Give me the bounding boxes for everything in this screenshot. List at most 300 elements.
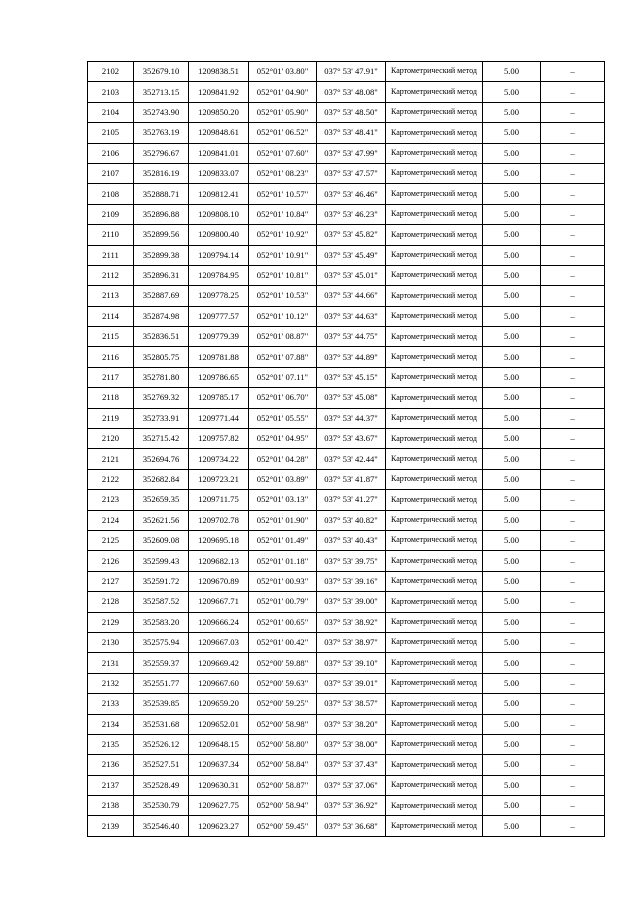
accuracy-cell: 5.00 — [483, 653, 541, 673]
latitude-cell: 052°01' 00.42" — [249, 632, 317, 652]
point-number-cell: 2118 — [88, 388, 134, 408]
y-coordinate-cell: 1209812.41 — [189, 184, 249, 204]
accuracy-cell: 5.00 — [483, 367, 541, 387]
table-row — [88, 327, 605, 347]
note-cell: – — [541, 367, 605, 387]
accuracy-cell: 5.00 — [483, 245, 541, 265]
accuracy-cell: 5.00 — [483, 408, 541, 428]
longitude-cell: 037° 53' 43.67" — [317, 429, 386, 449]
longitude-cell: 037° 53' 41.87" — [317, 469, 386, 489]
note-cell: – — [541, 796, 605, 816]
table-row — [88, 265, 605, 285]
coordinates-table-body — [88, 62, 605, 837]
method-cell: Картометрический метод — [386, 449, 483, 469]
x-coordinate-cell: 352531.68 — [134, 714, 189, 734]
accuracy-cell: 5.00 — [483, 796, 541, 816]
point-number-cell: 2103 — [88, 82, 134, 102]
x-coordinate-cell: 352796.67 — [134, 143, 189, 163]
note-cell: – — [541, 653, 605, 673]
method-cell: Картометрический метод — [386, 123, 483, 143]
longitude-cell: 037° 53' 42.44" — [317, 449, 386, 469]
latitude-cell: 052°00' 58.84" — [249, 755, 317, 775]
longitude-cell: 037° 53' 48.50" — [317, 102, 386, 122]
method-cell: Картометрический метод — [386, 796, 483, 816]
latitude-cell: 052°01' 10.92" — [249, 225, 317, 245]
x-coordinate-cell: 352805.75 — [134, 347, 189, 367]
x-coordinate-cell: 352682.84 — [134, 469, 189, 489]
latitude-cell: 052°01' 07.11" — [249, 367, 317, 387]
x-coordinate-cell: 352733.91 — [134, 408, 189, 428]
point-number-cell: 2105 — [88, 123, 134, 143]
y-coordinate-cell: 1209848.61 — [189, 123, 249, 143]
x-coordinate-cell: 352530.79 — [134, 796, 189, 816]
point-number-cell: 2112 — [88, 265, 134, 285]
longitude-cell: 037° 53' 37.06" — [317, 775, 386, 795]
accuracy-cell: 5.00 — [483, 755, 541, 775]
table-row — [88, 102, 605, 122]
y-coordinate-cell: 1209850.20 — [189, 102, 249, 122]
longitude-cell: 037° 53' 44.37" — [317, 408, 386, 428]
note-cell: – — [541, 775, 605, 795]
x-coordinate-cell: 352781.80 — [134, 367, 189, 387]
table-row — [88, 510, 605, 530]
latitude-cell: 052°01' 01.49" — [249, 530, 317, 550]
x-coordinate-cell: 352621.56 — [134, 510, 189, 530]
note-cell: – — [541, 530, 605, 550]
longitude-cell: 037° 53' 46.23" — [317, 204, 386, 224]
point-number-cell: 2117 — [88, 367, 134, 387]
x-coordinate-cell: 352546.40 — [134, 816, 189, 836]
longitude-cell: 037° 53' 37.43" — [317, 755, 386, 775]
y-coordinate-cell: 1209784.95 — [189, 265, 249, 285]
method-cell: Картометрический метод — [386, 245, 483, 265]
method-cell: Картометрический метод — [386, 490, 483, 510]
longitude-cell: 037° 53' 44.89" — [317, 347, 386, 367]
table-row — [88, 490, 605, 510]
method-cell: Картометрический метод — [386, 286, 483, 306]
method-cell: Картометрический метод — [386, 429, 483, 449]
longitude-cell: 037° 53' 39.10" — [317, 653, 386, 673]
table-row — [88, 286, 605, 306]
x-coordinate-cell: 352694.76 — [134, 449, 189, 469]
note-cell: – — [541, 245, 605, 265]
latitude-cell: 052°01' 07.88" — [249, 347, 317, 367]
y-coordinate-cell: 1209702.78 — [189, 510, 249, 530]
x-coordinate-cell: 352887.69 — [134, 286, 189, 306]
latitude-cell: 052°01' 04.28" — [249, 449, 317, 469]
y-coordinate-cell: 1209695.18 — [189, 530, 249, 550]
point-number-cell: 2116 — [88, 347, 134, 367]
longitude-cell: 037° 53' 40.82" — [317, 510, 386, 530]
coordinates-table — [87, 61, 605, 837]
point-number-cell: 2121 — [88, 449, 134, 469]
x-coordinate-cell: 352526.12 — [134, 734, 189, 754]
note-cell: – — [541, 286, 605, 306]
accuracy-cell: 5.00 — [483, 571, 541, 591]
point-number-cell: 2113 — [88, 286, 134, 306]
point-number-cell: 2130 — [88, 632, 134, 652]
y-coordinate-cell: 1209711.75 — [189, 490, 249, 510]
point-number-cell: 2122 — [88, 469, 134, 489]
x-coordinate-cell: 352659.35 — [134, 490, 189, 510]
method-cell: Картометрический метод — [386, 612, 483, 632]
latitude-cell: 052°00' 59.63" — [249, 673, 317, 693]
table-row — [88, 225, 605, 245]
y-coordinate-cell: 1209623.27 — [189, 816, 249, 836]
point-number-cell: 2125 — [88, 530, 134, 550]
table-row — [88, 347, 605, 367]
point-number-cell: 2120 — [88, 429, 134, 449]
table-row — [88, 694, 605, 714]
x-coordinate-cell: 352591.72 — [134, 571, 189, 591]
note-cell: – — [541, 714, 605, 734]
accuracy-cell: 5.00 — [483, 510, 541, 530]
method-cell: Картометрический метод — [386, 694, 483, 714]
y-coordinate-cell: 1209667.71 — [189, 592, 249, 612]
x-coordinate-cell: 352896.31 — [134, 265, 189, 285]
table-row — [88, 775, 605, 795]
x-coordinate-cell: 352551.77 — [134, 673, 189, 693]
y-coordinate-cell: 1209669.42 — [189, 653, 249, 673]
latitude-cell: 052°01' 03.13" — [249, 490, 317, 510]
y-coordinate-cell: 1209777.57 — [189, 306, 249, 326]
latitude-cell: 052°01' 05.90" — [249, 102, 317, 122]
method-cell: Картометрический метод — [386, 265, 483, 285]
accuracy-cell: 5.00 — [483, 612, 541, 632]
table-row — [88, 469, 605, 489]
accuracy-cell: 5.00 — [483, 734, 541, 754]
method-cell: Картометрический метод — [386, 204, 483, 224]
longitude-cell: 037° 53' 36.68" — [317, 816, 386, 836]
longitude-cell: 037° 53' 47.91" — [317, 62, 386, 82]
note-cell: – — [541, 306, 605, 326]
accuracy-cell: 5.00 — [483, 306, 541, 326]
latitude-cell: 052°01' 10.91" — [249, 245, 317, 265]
x-coordinate-cell: 352559.37 — [134, 653, 189, 673]
accuracy-cell: 5.00 — [483, 714, 541, 734]
accuracy-cell: 5.00 — [483, 592, 541, 612]
longitude-cell: 037° 53' 41.27" — [317, 490, 386, 510]
x-coordinate-cell: 352743.90 — [134, 102, 189, 122]
y-coordinate-cell: 1209666.24 — [189, 612, 249, 632]
longitude-cell: 037° 53' 39.75" — [317, 551, 386, 571]
x-coordinate-cell: 352599.43 — [134, 551, 189, 571]
accuracy-cell: 5.00 — [483, 225, 541, 245]
longitude-cell: 037° 53' 45.15" — [317, 367, 386, 387]
method-cell: Картометрический метод — [386, 306, 483, 326]
y-coordinate-cell: 1209778.25 — [189, 286, 249, 306]
note-cell: – — [541, 755, 605, 775]
method-cell: Картометрический метод — [386, 102, 483, 122]
latitude-cell: 052°01' 10.84" — [249, 204, 317, 224]
point-number-cell: 2114 — [88, 306, 134, 326]
x-coordinate-cell: 352539.85 — [134, 694, 189, 714]
accuracy-cell: 5.00 — [483, 143, 541, 163]
point-number-cell: 2136 — [88, 755, 134, 775]
latitude-cell: 052°01' 08.23" — [249, 163, 317, 183]
latitude-cell: 052°01' 03.89" — [249, 469, 317, 489]
point-number-cell: 2126 — [88, 551, 134, 571]
point-number-cell: 2123 — [88, 490, 134, 510]
method-cell: Картометрический метод — [386, 347, 483, 367]
point-number-cell: 2132 — [88, 673, 134, 693]
table-row — [88, 408, 605, 428]
point-number-cell: 2131 — [88, 653, 134, 673]
table-row — [88, 632, 605, 652]
note-cell: – — [541, 694, 605, 714]
method-cell: Картометрический метод — [386, 82, 483, 102]
longitude-cell: 037° 53' 40.43" — [317, 530, 386, 550]
latitude-cell: 052°00' 58.98" — [249, 714, 317, 734]
method-cell: Картометрический метод — [386, 184, 483, 204]
note-cell: – — [541, 204, 605, 224]
y-coordinate-cell: 1209841.92 — [189, 82, 249, 102]
point-number-cell: 2107 — [88, 163, 134, 183]
x-coordinate-cell: 352609.08 — [134, 530, 189, 550]
x-coordinate-cell: 352679.10 — [134, 62, 189, 82]
method-cell: Картометрический метод — [386, 388, 483, 408]
point-number-cell: 2115 — [88, 327, 134, 347]
y-coordinate-cell: 1209808.10 — [189, 204, 249, 224]
accuracy-cell: 5.00 — [483, 62, 541, 82]
method-cell: Картометрический метод — [386, 143, 483, 163]
accuracy-cell: 5.00 — [483, 265, 541, 285]
point-number-cell: 2135 — [88, 734, 134, 754]
latitude-cell: 052°01' 10.57" — [249, 184, 317, 204]
note-cell: – — [541, 123, 605, 143]
x-coordinate-cell: 352899.56 — [134, 225, 189, 245]
method-cell: Картометрический метод — [386, 714, 483, 734]
note-cell: – — [541, 734, 605, 754]
method-cell: Картометрический метод — [386, 510, 483, 530]
table-row — [88, 551, 605, 571]
note-cell: – — [541, 143, 605, 163]
latitude-cell: 052°00' 58.94" — [249, 796, 317, 816]
longitude-cell: 037° 53' 48.08" — [317, 82, 386, 102]
x-coordinate-cell: 352836.51 — [134, 327, 189, 347]
point-number-cell: 2108 — [88, 184, 134, 204]
accuracy-cell: 5.00 — [483, 469, 541, 489]
note-cell: – — [541, 102, 605, 122]
note-cell: – — [541, 408, 605, 428]
longitude-cell: 037° 53' 38.57" — [317, 694, 386, 714]
table-row — [88, 755, 605, 775]
longitude-cell: 037° 53' 46.46" — [317, 184, 386, 204]
accuracy-cell: 5.00 — [483, 347, 541, 367]
accuracy-cell: 5.00 — [483, 327, 541, 347]
note-cell: – — [541, 449, 605, 469]
method-cell: Картометрический метод — [386, 775, 483, 795]
accuracy-cell: 5.00 — [483, 816, 541, 836]
note-cell: – — [541, 225, 605, 245]
point-number-cell: 2133 — [88, 694, 134, 714]
point-number-cell: 2104 — [88, 102, 134, 122]
longitude-cell: 037° 53' 38.97" — [317, 632, 386, 652]
longitude-cell: 037° 53' 36.92" — [317, 796, 386, 816]
x-coordinate-cell: 352575.94 — [134, 632, 189, 652]
latitude-cell: 052°01' 06.70" — [249, 388, 317, 408]
table-row — [88, 592, 605, 612]
accuracy-cell: 5.00 — [483, 632, 541, 652]
point-number-cell: 2102 — [88, 62, 134, 82]
x-coordinate-cell: 352527.51 — [134, 755, 189, 775]
longitude-cell: 037° 53' 39.00" — [317, 592, 386, 612]
table-row — [88, 673, 605, 693]
x-coordinate-cell: 352713.15 — [134, 82, 189, 102]
table-row — [88, 62, 605, 82]
longitude-cell: 037° 53' 39.01" — [317, 673, 386, 693]
latitude-cell: 052°01' 05.55" — [249, 408, 317, 428]
longitude-cell: 037° 53' 45.49" — [317, 245, 386, 265]
latitude-cell: 052°01' 00.79" — [249, 592, 317, 612]
longitude-cell: 037° 53' 47.57" — [317, 163, 386, 183]
y-coordinate-cell: 1209757.82 — [189, 429, 249, 449]
accuracy-cell: 5.00 — [483, 673, 541, 693]
method-cell: Картометрический метод — [386, 673, 483, 693]
table-row — [88, 449, 605, 469]
accuracy-cell: 5.00 — [483, 286, 541, 306]
y-coordinate-cell: 1209637.34 — [189, 755, 249, 775]
method-cell: Картометрический метод — [386, 734, 483, 754]
accuracy-cell: 5.00 — [483, 530, 541, 550]
point-number-cell: 2129 — [88, 612, 134, 632]
note-cell: – — [541, 347, 605, 367]
x-coordinate-cell: 352899.38 — [134, 245, 189, 265]
y-coordinate-cell: 1209781.88 — [189, 347, 249, 367]
accuracy-cell: 5.00 — [483, 204, 541, 224]
table-row — [88, 245, 605, 265]
table-row — [88, 734, 605, 754]
method-cell: Картометрический метод — [386, 571, 483, 591]
method-cell: Картометрический метод — [386, 592, 483, 612]
latitude-cell: 052°00' 59.45" — [249, 816, 317, 836]
x-coordinate-cell: 352769.32 — [134, 388, 189, 408]
point-number-cell: 2139 — [88, 816, 134, 836]
accuracy-cell: 5.00 — [483, 388, 541, 408]
method-cell: Картометрический метод — [386, 816, 483, 836]
table-row — [88, 816, 605, 836]
y-coordinate-cell: 1209652.01 — [189, 714, 249, 734]
accuracy-cell: 5.00 — [483, 102, 541, 122]
latitude-cell: 052°00' 59.88" — [249, 653, 317, 673]
y-coordinate-cell: 1209771.44 — [189, 408, 249, 428]
y-coordinate-cell: 1209630.31 — [189, 775, 249, 795]
y-coordinate-cell: 1209833.07 — [189, 163, 249, 183]
latitude-cell: 052°01' 00.93" — [249, 571, 317, 591]
method-cell: Картометрический метод — [386, 632, 483, 652]
longitude-cell: 037° 53' 45.01" — [317, 265, 386, 285]
table-row — [88, 123, 605, 143]
y-coordinate-cell: 1209682.13 — [189, 551, 249, 571]
table-row — [88, 184, 605, 204]
y-coordinate-cell: 1209648.15 — [189, 734, 249, 754]
latitude-cell: 052°01' 10.81" — [249, 265, 317, 285]
table-row — [88, 204, 605, 224]
note-cell: – — [541, 82, 605, 102]
point-number-cell: 2134 — [88, 714, 134, 734]
table-row — [88, 367, 605, 387]
accuracy-cell: 5.00 — [483, 551, 541, 571]
method-cell: Картометрический метод — [386, 367, 483, 387]
latitude-cell: 052°01' 01.18" — [249, 551, 317, 571]
x-coordinate-cell: 352816.19 — [134, 163, 189, 183]
method-cell: Картометрический метод — [386, 62, 483, 82]
table-row — [88, 612, 605, 632]
y-coordinate-cell: 1209779.39 — [189, 327, 249, 347]
note-cell: – — [541, 673, 605, 693]
y-coordinate-cell: 1209723.21 — [189, 469, 249, 489]
point-number-cell: 2127 — [88, 571, 134, 591]
y-coordinate-cell: 1209627.75 — [189, 796, 249, 816]
accuracy-cell: 5.00 — [483, 163, 541, 183]
longitude-cell: 037° 53' 44.63" — [317, 306, 386, 326]
accuracy-cell: 5.00 — [483, 490, 541, 510]
longitude-cell: 037° 53' 44.66" — [317, 286, 386, 306]
longitude-cell: 037° 53' 38.00" — [317, 734, 386, 754]
table-row — [88, 530, 605, 550]
table-row — [88, 82, 605, 102]
latitude-cell: 052°01' 07.60" — [249, 143, 317, 163]
y-coordinate-cell: 1209841.01 — [189, 143, 249, 163]
note-cell: – — [541, 184, 605, 204]
note-cell: – — [541, 632, 605, 652]
table-row — [88, 653, 605, 673]
method-cell: Картометрический метод — [386, 163, 483, 183]
point-number-cell: 2111 — [88, 245, 134, 265]
x-coordinate-cell: 352874.98 — [134, 306, 189, 326]
latitude-cell: 052°01' 04.90" — [249, 82, 317, 102]
longitude-cell: 037° 53' 45.82" — [317, 225, 386, 245]
longitude-cell: 037° 53' 47.99" — [317, 143, 386, 163]
note-cell: – — [541, 429, 605, 449]
note-cell: – — [541, 816, 605, 836]
x-coordinate-cell: 352763.19 — [134, 123, 189, 143]
point-number-cell: 2124 — [88, 510, 134, 530]
note-cell: – — [541, 612, 605, 632]
latitude-cell: 052°01' 01.90" — [249, 510, 317, 530]
method-cell: Картометрический метод — [386, 408, 483, 428]
note-cell: – — [541, 490, 605, 510]
x-coordinate-cell: 352587.52 — [134, 592, 189, 612]
method-cell: Картометрический метод — [386, 551, 483, 571]
y-coordinate-cell: 1209667.60 — [189, 673, 249, 693]
table-row — [88, 796, 605, 816]
point-number-cell: 2128 — [88, 592, 134, 612]
latitude-cell: 052°01' 08.87" — [249, 327, 317, 347]
note-cell: – — [541, 163, 605, 183]
latitude-cell: 052°01' 00.65" — [249, 612, 317, 632]
point-number-cell: 2110 — [88, 225, 134, 245]
table-row — [88, 163, 605, 183]
accuracy-cell: 5.00 — [483, 775, 541, 795]
y-coordinate-cell: 1209670.89 — [189, 571, 249, 591]
y-coordinate-cell: 1209667.03 — [189, 632, 249, 652]
note-cell: – — [541, 265, 605, 285]
note-cell: – — [541, 592, 605, 612]
latitude-cell: 052°01' 10.12" — [249, 306, 317, 326]
note-cell: – — [541, 388, 605, 408]
latitude-cell: 052°00' 58.80" — [249, 734, 317, 754]
latitude-cell: 052°00' 59.25" — [249, 694, 317, 714]
table-row — [88, 143, 605, 163]
accuracy-cell: 5.00 — [483, 123, 541, 143]
point-number-cell: 2109 — [88, 204, 134, 224]
method-cell: Картометрический метод — [386, 653, 483, 673]
y-coordinate-cell: 1209800.40 — [189, 225, 249, 245]
accuracy-cell: 5.00 — [483, 694, 541, 714]
point-number-cell: 2138 — [88, 796, 134, 816]
note-cell: – — [541, 571, 605, 591]
